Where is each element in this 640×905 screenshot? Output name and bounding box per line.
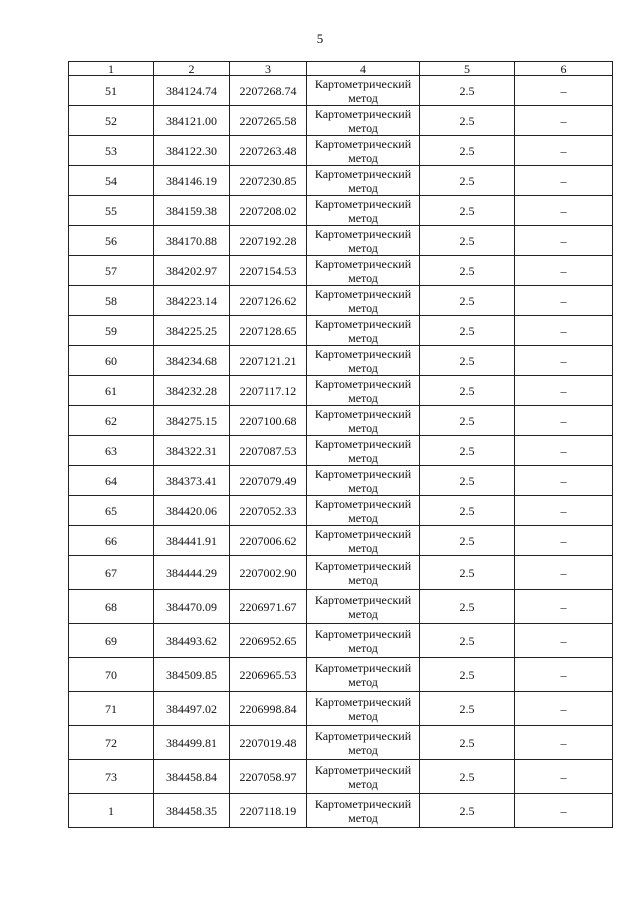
method-line-1: Картометрический <box>314 316 412 331</box>
method-cell <box>307 794 420 828</box>
note-cell: – <box>515 106 613 136</box>
note-cell: – <box>515 76 613 106</box>
table-row <box>69 76 613 106</box>
method-line-2: метод <box>348 180 378 195</box>
method-line-1: Картометрический <box>314 166 412 181</box>
table-row <box>69 726 613 760</box>
x-coordinate-cell: 384441.91 <box>154 526 230 556</box>
y-coordinate-cell: 2207126.62 <box>230 286 307 316</box>
column-header-6: 6 <box>515 62 613 76</box>
note-cell: – <box>515 226 613 256</box>
method-line-2: метод <box>348 300 378 315</box>
x-coordinate-cell: 384121.00 <box>154 106 230 136</box>
method-line-2: метод <box>348 270 378 285</box>
table-row <box>69 436 613 466</box>
accuracy-cell: 2.5 <box>420 496 515 526</box>
point-number-cell: 54 <box>69 166 154 196</box>
table-row <box>69 166 613 196</box>
y-coordinate-cell: 2206965.53 <box>230 658 307 692</box>
method-line-1: Картометрический <box>314 728 412 743</box>
y-coordinate-cell: 2207117.12 <box>230 376 307 406</box>
x-coordinate-cell: 384497.02 <box>154 692 230 726</box>
column-header-4: 4 <box>307 62 420 76</box>
x-coordinate-cell: 384122.30 <box>154 136 230 166</box>
method-line-1: Картометрический <box>314 496 412 511</box>
method-cell <box>307 76 420 106</box>
note-cell: – <box>515 256 613 286</box>
method-line-1: Картометрический <box>314 466 412 481</box>
y-coordinate-cell: 2207079.49 <box>230 466 307 496</box>
point-number-cell: 69 <box>69 624 154 658</box>
note-cell: – <box>515 556 613 590</box>
table-header <box>69 62 613 76</box>
accuracy-cell: 2.5 <box>420 316 515 346</box>
method-cell <box>307 406 420 436</box>
method-line-1: Картометрический <box>314 660 412 675</box>
point-number-cell: 72 <box>69 726 154 760</box>
point-number-cell: 1 <box>69 794 154 828</box>
method-line-1: Картометрический <box>314 558 412 573</box>
x-coordinate-cell: 384499.81 <box>154 726 230 760</box>
x-coordinate-cell: 384458.35 <box>154 794 230 828</box>
table-row <box>69 316 613 346</box>
accuracy-cell: 2.5 <box>420 436 515 466</box>
point-number-cell: 56 <box>69 226 154 256</box>
method-cell <box>307 106 420 136</box>
accuracy-cell: 2.5 <box>420 726 515 760</box>
x-coordinate-cell: 384146.19 <box>154 166 230 196</box>
x-coordinate-cell: 384223.14 <box>154 286 230 316</box>
accuracy-cell: 2.5 <box>420 76 515 106</box>
table-row <box>69 406 613 436</box>
y-coordinate-cell: 2207230.85 <box>230 166 307 196</box>
method-line-2: метод <box>348 450 378 465</box>
method-line-2: метод <box>348 390 378 405</box>
note-cell: – <box>515 376 613 406</box>
x-coordinate-cell: 384458.84 <box>154 760 230 794</box>
method-cell <box>307 316 420 346</box>
note-cell: – <box>515 466 613 496</box>
point-number-cell: 60 <box>69 346 154 376</box>
y-coordinate-cell: 2206998.84 <box>230 692 307 726</box>
method-line-1: Картометрический <box>314 106 412 121</box>
note-cell: – <box>515 166 613 196</box>
method-line-2: метод <box>348 708 378 723</box>
method-line-2: метод <box>348 120 378 135</box>
point-number-cell: 65 <box>69 496 154 526</box>
table-row <box>69 794 613 828</box>
method-cell <box>307 496 420 526</box>
method-cell <box>307 376 420 406</box>
note-cell: – <box>515 692 613 726</box>
x-coordinate-cell: 384225.25 <box>154 316 230 346</box>
accuracy-cell: 2.5 <box>420 794 515 828</box>
method-cell <box>307 590 420 624</box>
column-header-3: 3 <box>230 62 307 76</box>
accuracy-cell: 2.5 <box>420 590 515 624</box>
table-row <box>69 624 613 658</box>
x-coordinate-cell: 384509.85 <box>154 658 230 692</box>
method-line-1: Картометрический <box>314 286 412 301</box>
x-coordinate-cell: 384420.06 <box>154 496 230 526</box>
table-row <box>69 590 613 624</box>
point-number-cell: 66 <box>69 526 154 556</box>
accuracy-cell: 2.5 <box>420 256 515 286</box>
point-number-cell: 55 <box>69 196 154 226</box>
point-number-cell: 57 <box>69 256 154 286</box>
x-coordinate-cell: 384234.68 <box>154 346 230 376</box>
method-line-2: метод <box>348 150 378 165</box>
point-number-cell: 58 <box>69 286 154 316</box>
note-cell: – <box>515 316 613 346</box>
method-cell <box>307 256 420 286</box>
table-row <box>69 226 613 256</box>
note-cell: – <box>515 406 613 436</box>
y-coordinate-cell: 2207192.28 <box>230 226 307 256</box>
note-cell: – <box>515 658 613 692</box>
accuracy-cell: 2.5 <box>420 346 515 376</box>
table-body <box>69 76 613 828</box>
header-row <box>69 62 613 76</box>
accuracy-cell: 2.5 <box>420 106 515 136</box>
method-cell <box>307 526 420 556</box>
method-cell <box>307 436 420 466</box>
point-number-cell: 63 <box>69 436 154 466</box>
y-coordinate-cell: 2207154.53 <box>230 256 307 286</box>
method-cell <box>307 466 420 496</box>
method-line-2: метод <box>348 510 378 525</box>
note-cell: – <box>515 496 613 526</box>
method-line-2: метод <box>348 674 378 689</box>
y-coordinate-cell: 2207052.33 <box>230 496 307 526</box>
point-number-cell: 59 <box>69 316 154 346</box>
method-line-2: метод <box>348 90 378 105</box>
accuracy-cell: 2.5 <box>420 466 515 496</box>
point-number-cell: 62 <box>69 406 154 436</box>
method-line-2: метод <box>348 776 378 791</box>
y-coordinate-cell: 2207019.48 <box>230 726 307 760</box>
accuracy-cell: 2.5 <box>420 692 515 726</box>
point-number-cell: 53 <box>69 136 154 166</box>
note-cell: – <box>515 590 613 624</box>
table-row <box>69 760 613 794</box>
table-row <box>69 496 613 526</box>
method-line-1: Картометрический <box>314 406 412 421</box>
table-row <box>69 346 613 376</box>
x-coordinate-cell: 384159.38 <box>154 196 230 226</box>
note-cell: – <box>515 346 613 376</box>
accuracy-cell: 2.5 <box>420 760 515 794</box>
point-number-cell: 51 <box>69 76 154 106</box>
column-header-1: 1 <box>69 62 154 76</box>
method-line-2: метод <box>348 640 378 655</box>
method-line-2: метод <box>348 360 378 375</box>
method-line-1: Картометрический <box>314 626 412 641</box>
accuracy-cell: 2.5 <box>420 526 515 556</box>
method-line-1: Картометрический <box>314 226 412 241</box>
method-line-1: Картометрический <box>314 762 412 777</box>
y-coordinate-cell: 2207128.65 <box>230 316 307 346</box>
accuracy-cell: 2.5 <box>420 406 515 436</box>
method-line-1: Картометрический <box>314 526 412 541</box>
accuracy-cell: 2.5 <box>420 136 515 166</box>
accuracy-cell: 2.5 <box>420 166 515 196</box>
accuracy-cell: 2.5 <box>420 376 515 406</box>
note-cell: – <box>515 436 613 466</box>
table-row <box>69 376 613 406</box>
table-row <box>69 692 613 726</box>
method-cell <box>307 726 420 760</box>
point-number-cell: 61 <box>69 376 154 406</box>
note-cell: – <box>515 726 613 760</box>
note-cell: – <box>515 794 613 828</box>
x-coordinate-cell: 384202.97 <box>154 256 230 286</box>
table-row <box>69 658 613 692</box>
x-coordinate-cell: 384444.29 <box>154 556 230 590</box>
table-row <box>69 526 613 556</box>
x-coordinate-cell: 384275.15 <box>154 406 230 436</box>
method-line-2: метод <box>348 480 378 495</box>
x-coordinate-cell: 384124.74 <box>154 76 230 106</box>
point-number-cell: 67 <box>69 556 154 590</box>
method-line-2: метод <box>348 810 378 825</box>
x-coordinate-cell: 384493.62 <box>154 624 230 658</box>
method-cell <box>307 658 420 692</box>
table-row <box>69 556 613 590</box>
y-coordinate-cell: 2207058.97 <box>230 760 307 794</box>
method-line-2: метод <box>348 572 378 587</box>
y-coordinate-cell: 2207121.21 <box>230 346 307 376</box>
method-line-1: Картометрический <box>314 136 412 151</box>
method-line-1: Картометрический <box>314 76 412 91</box>
x-coordinate-cell: 384470.09 <box>154 590 230 624</box>
note-cell: – <box>515 286 613 316</box>
method-line-2: метод <box>348 742 378 757</box>
method-cell <box>307 556 420 590</box>
accuracy-cell: 2.5 <box>420 624 515 658</box>
method-cell <box>307 624 420 658</box>
note-cell: – <box>515 196 613 226</box>
note-cell: – <box>515 624 613 658</box>
x-coordinate-cell: 384232.28 <box>154 376 230 406</box>
table-row <box>69 136 613 166</box>
y-coordinate-cell: 2206971.67 <box>230 590 307 624</box>
method-line-2: метод <box>348 540 378 555</box>
y-coordinate-cell: 2207118.19 <box>230 794 307 828</box>
y-coordinate-cell: 2207263.48 <box>230 136 307 166</box>
method-cell <box>307 760 420 794</box>
y-coordinate-cell: 2207265.58 <box>230 106 307 136</box>
column-header-5: 5 <box>420 62 515 76</box>
method-cell <box>307 136 420 166</box>
accuracy-cell: 2.5 <box>420 196 515 226</box>
table-row <box>69 466 613 496</box>
y-coordinate-cell: 2206952.65 <box>230 624 307 658</box>
method-line-1: Картометрический <box>314 376 412 391</box>
y-coordinate-cell: 2207087.53 <box>230 436 307 466</box>
method-cell <box>307 166 420 196</box>
method-line-2: метод <box>348 210 378 225</box>
method-line-1: Картометрический <box>314 694 412 709</box>
table-row <box>69 286 613 316</box>
table-row <box>69 196 613 226</box>
accuracy-cell: 2.5 <box>420 286 515 316</box>
column-header-2: 2 <box>154 62 230 76</box>
method-line-1: Картометрический <box>314 796 412 811</box>
method-cell <box>307 286 420 316</box>
point-number-cell: 73 <box>69 760 154 794</box>
coordinates-table <box>68 61 613 828</box>
point-number-cell: 68 <box>69 590 154 624</box>
method-cell <box>307 196 420 226</box>
accuracy-cell: 2.5 <box>420 658 515 692</box>
note-cell: – <box>515 760 613 794</box>
page-number: 5 <box>316 31 324 46</box>
method-line-2: метод <box>348 606 378 621</box>
x-coordinate-cell: 384322.31 <box>154 436 230 466</box>
x-coordinate-cell: 384170.88 <box>154 226 230 256</box>
method-line-2: метод <box>348 330 378 345</box>
point-number-cell: 71 <box>69 692 154 726</box>
table-row <box>69 256 613 286</box>
table-row <box>69 106 613 136</box>
note-cell: – <box>515 136 613 166</box>
method-line-1: Картометрический <box>314 256 412 271</box>
point-number-cell: 70 <box>69 658 154 692</box>
note-cell: – <box>515 526 613 556</box>
method-line-2: метод <box>348 240 378 255</box>
point-number-cell: 52 <box>69 106 154 136</box>
y-coordinate-cell: 2207002.90 <box>230 556 307 590</box>
point-number-cell: 64 <box>69 466 154 496</box>
method-cell <box>307 692 420 726</box>
x-coordinate-cell: 384373.41 <box>154 466 230 496</box>
accuracy-cell: 2.5 <box>420 226 515 256</box>
method-line-1: Картометрический <box>314 346 412 361</box>
method-cell <box>307 226 420 256</box>
y-coordinate-cell: 2207006.62 <box>230 526 307 556</box>
method-cell <box>307 346 420 376</box>
y-coordinate-cell: 2207268.74 <box>230 76 307 106</box>
y-coordinate-cell: 2207208.02 <box>230 196 307 226</box>
accuracy-cell: 2.5 <box>420 556 515 590</box>
method-line-1: Картометрический <box>314 196 412 211</box>
method-line-2: метод <box>348 420 378 435</box>
method-line-1: Картометрический <box>314 436 412 451</box>
method-line-1: Картометрический <box>314 592 412 607</box>
y-coordinate-cell: 2207100.68 <box>230 406 307 436</box>
